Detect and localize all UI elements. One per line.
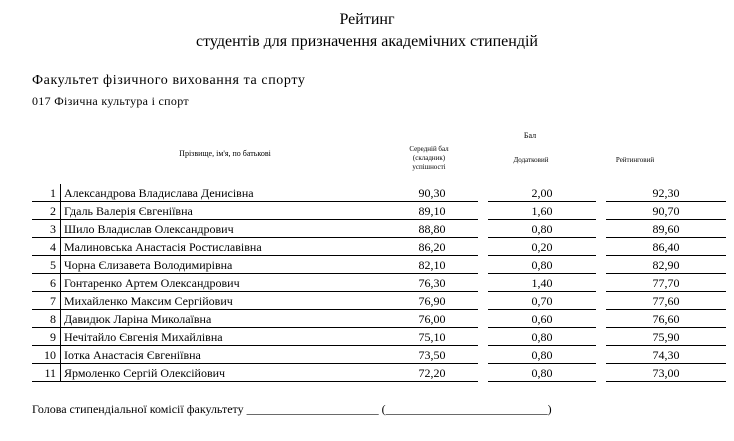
- table-row: [32, 184, 726, 202]
- column-gap: [478, 346, 488, 364]
- column-gap: [478, 328, 488, 346]
- average-score: 82,10: [386, 256, 478, 274]
- rating-score: 74,30: [606, 346, 726, 364]
- average-score: 76,90: [386, 292, 478, 310]
- table-row: [32, 274, 726, 292]
- student-name: Шило Владислав Олександрович: [61, 220, 387, 238]
- table-row: [32, 310, 726, 328]
- column-gap: [596, 202, 606, 220]
- row-number: 11: [32, 364, 61, 382]
- row-number: 4: [32, 238, 61, 256]
- row-number: 10: [32, 346, 61, 364]
- column-gap: [596, 184, 606, 202]
- column-gap: [478, 292, 488, 310]
- average-score: 73,50: [386, 346, 478, 364]
- additional-score: 0,80: [488, 364, 596, 382]
- table-row: [32, 202, 726, 220]
- additional-score: 0,80: [488, 328, 596, 346]
- average-score: 76,00: [386, 310, 478, 328]
- table-row: [32, 346, 726, 364]
- row-number: 6: [32, 274, 61, 292]
- column-gap: [478, 310, 488, 328]
- average-score: 89,10: [386, 202, 478, 220]
- signature-line: Голова стипендіальної комісії факультету ______________________ (___________________________): [32, 402, 552, 416]
- student-name: Чорна Єлизавета Володимирівна: [61, 256, 387, 274]
- table-row: [32, 238, 726, 256]
- average-score: 76,30: [386, 274, 478, 292]
- average-score: 86,20: [386, 238, 478, 256]
- average-score: 72,20: [386, 364, 478, 382]
- average-score: 90,30: [386, 184, 478, 202]
- column-gap: [596, 220, 606, 238]
- rating-score: 77,60: [606, 292, 726, 310]
- table-row: [32, 364, 726, 382]
- rating-score: 90,70: [606, 202, 726, 220]
- column-gap: [596, 310, 606, 328]
- student-name: Гдаль Валерія Євгеніївна: [61, 202, 387, 220]
- column-gap: [596, 328, 606, 346]
- row-number: 2: [32, 202, 61, 220]
- rating-score: 89,60: [606, 220, 726, 238]
- column-gap: [596, 256, 606, 274]
- document-subtitle: студентів для призначення академічних стипендій: [195, 33, 538, 50]
- student-name: Александрова Владислава Денисівна: [61, 184, 387, 202]
- student-name: Ярмоленко Сергій Олексійович: [61, 364, 387, 382]
- column-gap: [478, 220, 488, 238]
- header-name: Прізвище, ім'я, по батькові: [179, 149, 271, 158]
- row-number: 5: [32, 256, 61, 274]
- column-gap: [596, 292, 606, 310]
- column-gap: [596, 274, 606, 292]
- column-gap: [596, 238, 606, 256]
- table-row: [32, 256, 726, 274]
- column-gap: [478, 364, 488, 382]
- rating-table-body: [32, 184, 726, 382]
- column-gap: [478, 256, 488, 274]
- additional-score: 1,60: [488, 202, 596, 220]
- row-number: 3: [32, 220, 61, 238]
- faculty-name: Факультет фізичного виховання та спорту: [32, 73, 306, 88]
- rating-score: 77,70: [606, 274, 726, 292]
- student-name: Іотка Анастасія Євгеніївна: [61, 346, 387, 364]
- table-row: [32, 328, 726, 346]
- additional-score: 2,00: [488, 184, 596, 202]
- additional-score: 0,80: [488, 256, 596, 274]
- rating-score: 82,90: [606, 256, 726, 274]
- column-gap: [478, 274, 488, 292]
- student-name: Давидюк Ларіна Миколаївна: [61, 310, 387, 328]
- rating-table: [32, 184, 726, 382]
- header-additional: Додатковий: [513, 156, 549, 164]
- average-score: 88,80: [386, 220, 478, 238]
- rating-score: 76,60: [606, 310, 726, 328]
- table-row: [32, 292, 726, 310]
- average-score: 75,10: [386, 328, 478, 346]
- additional-score: 0,20: [488, 238, 596, 256]
- row-number: 1: [32, 184, 61, 202]
- additional-score: 1,40: [488, 274, 596, 292]
- row-number: 8: [32, 310, 61, 328]
- additional-score: 0,70: [488, 292, 596, 310]
- student-name: Михайленко Максим Сергійович: [61, 292, 387, 310]
- table-row: [32, 220, 726, 238]
- column-gap: [596, 364, 606, 382]
- column-gap: [596, 346, 606, 364]
- specialty-name: 017 Фізична культура і спорт: [32, 94, 189, 108]
- student-name: Гонтаренко Артем Олександрович: [61, 274, 387, 292]
- student-name: Нечітайло Євгенія Михайлівна: [61, 328, 387, 346]
- row-number: 9: [32, 328, 61, 346]
- document-title: Рейтинг: [339, 11, 395, 28]
- rating-score: 73,00: [606, 364, 726, 382]
- rating-score: 75,90: [606, 328, 726, 346]
- header-score-group: Бал: [523, 131, 537, 140]
- additional-score: 0,80: [488, 346, 596, 364]
- header-average: Середній бал (складник) успішності: [409, 145, 449, 171]
- column-gap: [478, 202, 488, 220]
- additional-score: 0,80: [488, 220, 596, 238]
- column-gap: [478, 238, 488, 256]
- column-gap: [478, 184, 488, 202]
- header-rating: Рейтинговий: [615, 156, 655, 164]
- row-number: 7: [32, 292, 61, 310]
- additional-score: 0,60: [488, 310, 596, 328]
- rating-score: 92,30: [606, 184, 726, 202]
- rating-score: 86,40: [606, 238, 726, 256]
- student-name: Малиновська Анастасія Ростиславівна: [61, 238, 387, 256]
